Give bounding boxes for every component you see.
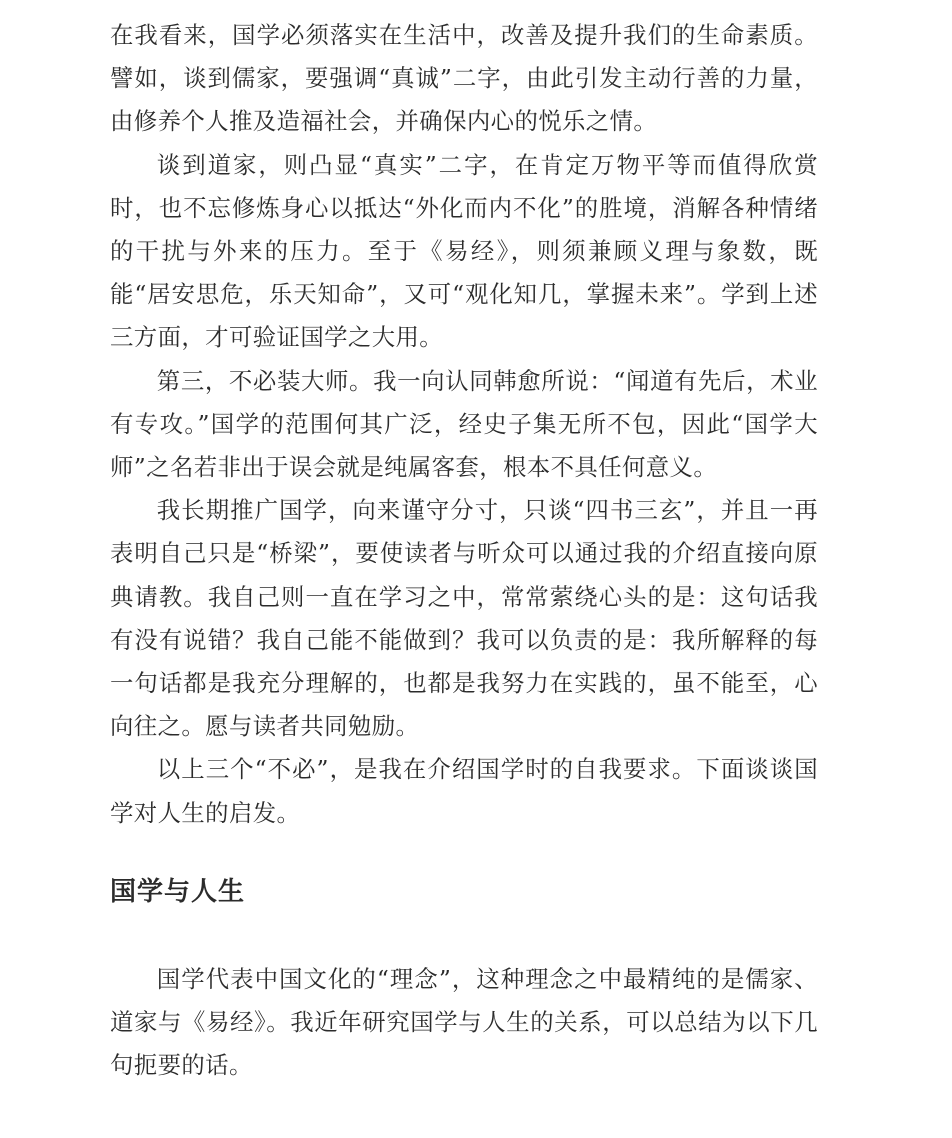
paragraph-guoxue-intro: 国学代表中国文化的“理念”，这种理念之中最精纯的是儒家、道家与《易经》。我近年研究国学与人生的关系，可以总结为以下几句扼要的话。 xyxy=(110,964,818,1080)
paragraph-bridge: 我长期推广国学，向来谨守分寸，只谈“四书三玄”，并且一再表明自己只是“桥梁”，要使读者与听众可以通过我的介绍直接向原典请教。我自己则一直在学习之中，常常萦绕心头的是：这句话我有没有说错？我自己能不能做到？我可以负责的是：我所解释的每一句话都是我充分理解的，也都是我努力在实践的，虽不能至，心向往之。愿与读者共同勉励。 xyxy=(110,496,818,741)
section-heading: 国学与人生 xyxy=(110,876,246,907)
paragraph-daoism: 谈到道家，则凸显“真实”二字，在肯定万物平等而值得欣赏时，也不忘修炼身心以抵达“外化而内不化”的胜境，消解各种情绪的干扰与外来的压力。至于《易经》，则须兼顾义理与象数，既能“居安思危，乐天知命”，又可“观化知几，掌握未来”。学到上述三方面，才可验证国学之大用。 xyxy=(110,150,818,352)
paragraph-third-point: 第三，不必装大师。我一向认同韩愈所说：“闻道有先后，术业有专攻。”国学的范围何其广泛，经史子集无所不包，因此“国学大师”之名若非出于误会就是纯属客套，根本不具任何意义。 xyxy=(110,366,818,482)
book-page xyxy=(110,14,818,1087)
paragraph-summary: 以上三个“不必”，是我在介绍国学时的自我要求。下面谈谈国学对人生的启发。 xyxy=(110,755,818,827)
paragraph-continued: 在我看来，国学必须落实在生活中，改善及提升我们的生命素质。譬如，谈到儒家，要强调“真诚”二字，由此引发主动行善的力量，由修养个人推及造福社会，并确保内心的悦乐之情。 xyxy=(110,21,818,136)
